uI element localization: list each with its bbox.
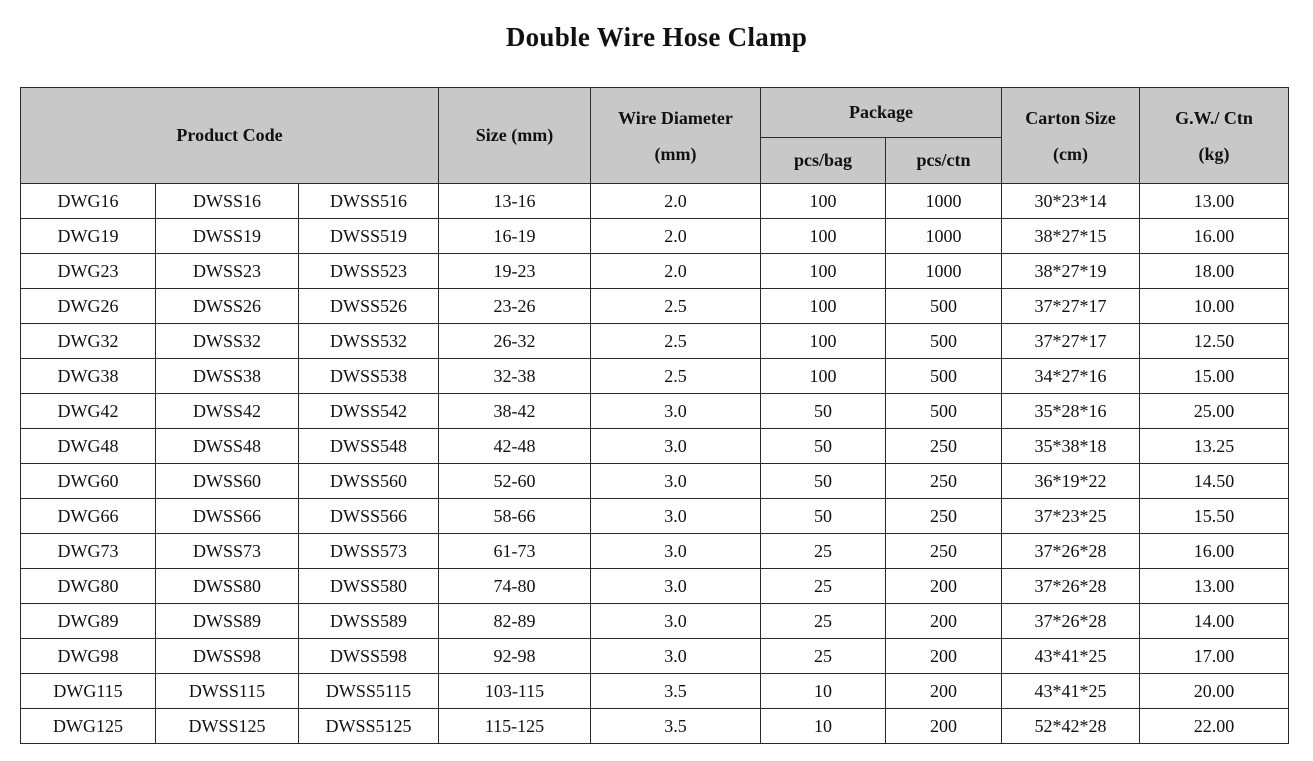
cell-wire-diameter: 2.0: [591, 219, 761, 254]
header-wire-diameter-line1: Wire Diameter: [618, 107, 733, 128]
cell-code-dwss5: DWSS542: [299, 394, 439, 429]
cell-carton-size: 43*41*25: [1002, 639, 1140, 674]
table-body: [21, 184, 1289, 744]
cell-gross-weight: 20.00: [1140, 674, 1289, 709]
cell-pcs-bag: 25: [761, 534, 886, 569]
cell-gross-weight: 18.00: [1140, 254, 1289, 289]
cell-size: 38-42: [439, 394, 591, 429]
cell-code-dwg: DWG42: [21, 394, 156, 429]
cell-gross-weight: 15.00: [1140, 359, 1289, 394]
cell-pcs-ctn: 250: [886, 429, 1002, 464]
cell-wire-diameter: 2.5: [591, 359, 761, 394]
cell-carton-size: 37*27*17: [1002, 289, 1140, 324]
cell-code-dwss: DWSS23: [156, 254, 299, 289]
cell-carton-size: 36*19*22: [1002, 464, 1140, 499]
cell-wire-diameter: 2.5: [591, 289, 761, 324]
cell-pcs-ctn: 500: [886, 324, 1002, 359]
cell-wire-diameter: 3.0: [591, 429, 761, 464]
cell-code-dwss5: DWSS566: [299, 499, 439, 534]
table-row: [21, 499, 1289, 534]
header-gross-weight: [1140, 88, 1289, 184]
cell-carton-size: 37*26*28: [1002, 604, 1140, 639]
cell-code-dwss5: DWSS538: [299, 359, 439, 394]
page-title: Double Wire Hose Clamp: [505, 22, 808, 52]
cell-pcs-ctn: 200: [886, 674, 1002, 709]
table-row: [21, 219, 1289, 254]
table-row: [21, 254, 1289, 289]
cell-wire-diameter: 3.0: [591, 499, 761, 534]
cell-wire-diameter: 3.0: [591, 394, 761, 429]
cell-carton-size: 37*26*28: [1002, 534, 1140, 569]
cell-carton-size: 37*26*28: [1002, 569, 1140, 604]
cell-size: 32-38: [439, 359, 591, 394]
cell-code-dwg: DWG38: [21, 359, 156, 394]
cell-wire-diameter: 3.0: [591, 569, 761, 604]
header-gross-weight-line1: G.W./ Ctn: [1175, 107, 1253, 128]
cell-code-dwss: DWSS66: [156, 499, 299, 534]
cell-pcs-bag: 100: [761, 219, 886, 254]
cell-code-dwg: DWG125: [21, 709, 156, 744]
cell-size: 26-32: [439, 324, 591, 359]
cell-code-dwss5: DWSS526: [299, 289, 439, 324]
cell-gross-weight: 14.50: [1140, 464, 1289, 499]
cell-size: 52-60: [439, 464, 591, 499]
cell-gross-weight: 13.25: [1140, 429, 1289, 464]
cell-code-dwss5: DWSS5125: [299, 709, 439, 744]
cell-size: 23-26: [439, 289, 591, 324]
cell-pcs-bag: 100: [761, 324, 886, 359]
table-row: [21, 324, 1289, 359]
cell-code-dwss5: DWSS523: [299, 254, 439, 289]
cell-code-dwg: DWG98: [21, 639, 156, 674]
cell-pcs-ctn: 1000: [886, 184, 1002, 219]
cell-code-dwss: DWSS60: [156, 464, 299, 499]
cell-gross-weight: 25.00: [1140, 394, 1289, 429]
cell-code-dwg: DWG73: [21, 534, 156, 569]
cell-size: 19-23: [439, 254, 591, 289]
cell-pcs-bag: 100: [761, 359, 886, 394]
header-pcs-ctn: pcs/ctn: [886, 138, 1002, 184]
cell-code-dwg: DWG89: [21, 604, 156, 639]
cell-code-dwss5: DWSS548: [299, 429, 439, 464]
cell-pcs-bag: 50: [761, 464, 886, 499]
cell-code-dwg: DWG80: [21, 569, 156, 604]
cell-pcs-ctn: 1000: [886, 219, 1002, 254]
cell-pcs-ctn: 200: [886, 639, 1002, 674]
header-carton-size-line1: Carton Size: [1025, 107, 1116, 128]
cell-size: 103-115: [439, 674, 591, 709]
cell-wire-diameter: 3.5: [591, 674, 761, 709]
header-carton-size: [1002, 88, 1140, 184]
cell-wire-diameter: 3.5: [591, 709, 761, 744]
cell-code-dwss5: DWSS580: [299, 569, 439, 604]
cell-pcs-bag: 100: [761, 289, 886, 324]
table-row: [21, 639, 1289, 674]
cell-wire-diameter: 3.0: [591, 464, 761, 499]
cell-code-dwss5: DWSS519: [299, 219, 439, 254]
cell-code-dwss: DWSS26: [156, 289, 299, 324]
cell-pcs-bag: 100: [761, 254, 886, 289]
cell-code-dwss: DWSS48: [156, 429, 299, 464]
cell-gross-weight: 14.00: [1140, 604, 1289, 639]
cell-gross-weight: 22.00: [1140, 709, 1289, 744]
table-row: [21, 359, 1289, 394]
cell-code-dwg: DWG16: [21, 184, 156, 219]
table-row: [21, 709, 1289, 744]
cell-carton-size: 34*27*16: [1002, 359, 1140, 394]
header-gross-weight-line2: (kg): [1198, 143, 1230, 164]
header-pcs-bag: pcs/bag: [761, 138, 886, 184]
cell-pcs-ctn: 1000: [886, 254, 1002, 289]
cell-size: 58-66: [439, 499, 591, 534]
cell-pcs-ctn: 250: [886, 464, 1002, 499]
cell-size: 115-125: [439, 709, 591, 744]
cell-code-dwss5: DWSS516: [299, 184, 439, 219]
cell-code-dwg: DWG23: [21, 254, 156, 289]
cell-carton-size: 52*42*28: [1002, 709, 1140, 744]
cell-code-dwss5: DWSS532: [299, 324, 439, 359]
cell-code-dwss5: DWSS589: [299, 604, 439, 639]
cell-pcs-ctn: 250: [886, 534, 1002, 569]
cell-pcs-ctn: 500: [886, 394, 1002, 429]
table-row: [21, 429, 1289, 464]
spec-table: [20, 87, 1289, 744]
cell-carton-size: 38*27*15: [1002, 219, 1140, 254]
cell-size: 82-89: [439, 604, 591, 639]
header-product-code: Product Code: [21, 88, 439, 184]
table-row: [21, 604, 1289, 639]
cell-code-dwg: DWG26: [21, 289, 156, 324]
cell-pcs-bag: 10: [761, 674, 886, 709]
header-package: Package: [761, 88, 1002, 138]
cell-code-dwss: DWSS80: [156, 569, 299, 604]
cell-pcs-ctn: 500: [886, 359, 1002, 394]
cell-wire-diameter: 3.0: [591, 604, 761, 639]
cell-code-dwss: DWSS19: [156, 219, 299, 254]
table-row: [21, 464, 1289, 499]
cell-code-dwss: DWSS115: [156, 674, 299, 709]
cell-size: 74-80: [439, 569, 591, 604]
cell-size: 92-98: [439, 639, 591, 674]
cell-code-dwss: DWSS42: [156, 394, 299, 429]
cell-carton-size: 37*27*17: [1002, 324, 1140, 359]
table-row: [21, 184, 1289, 219]
cell-gross-weight: 12.50: [1140, 324, 1289, 359]
table-row: [21, 289, 1289, 324]
cell-wire-diameter: 2.5: [591, 324, 761, 359]
cell-size: 61-73: [439, 534, 591, 569]
cell-code-dwg: DWG60: [21, 464, 156, 499]
cell-pcs-ctn: 500: [886, 289, 1002, 324]
cell-code-dwg: DWG32: [21, 324, 156, 359]
cell-code-dwss: DWSS89: [156, 604, 299, 639]
cell-pcs-ctn: 200: [886, 709, 1002, 744]
cell-wire-diameter: 2.0: [591, 254, 761, 289]
cell-carton-size: 35*28*16: [1002, 394, 1140, 429]
table-row: [21, 534, 1289, 569]
cell-code-dwss: DWSS16: [156, 184, 299, 219]
cell-gross-weight: 16.00: [1140, 219, 1289, 254]
cell-pcs-ctn: 200: [886, 604, 1002, 639]
cell-gross-weight: 13.00: [1140, 184, 1289, 219]
cell-code-dwss5: DWSS560: [299, 464, 439, 499]
cell-pcs-ctn: 250: [886, 499, 1002, 534]
cell-pcs-bag: 25: [761, 639, 886, 674]
cell-size: 13-16: [439, 184, 591, 219]
cell-code-dwss: DWSS73: [156, 534, 299, 569]
cell-code-dwg: DWG19: [21, 219, 156, 254]
cell-code-dwg: DWG66: [21, 499, 156, 534]
cell-gross-weight: 16.00: [1140, 534, 1289, 569]
header-carton-size-line2: (cm): [1053, 143, 1088, 164]
header-wire-diameter: [591, 88, 761, 184]
cell-code-dwss: DWSS32: [156, 324, 299, 359]
cell-gross-weight: 13.00: [1140, 569, 1289, 604]
cell-pcs-bag: 10: [761, 709, 886, 744]
header-size: Size (mm): [439, 88, 591, 184]
cell-gross-weight: 17.00: [1140, 639, 1289, 674]
cell-code-dwss5: DWSS598: [299, 639, 439, 674]
cell-code-dwss: DWSS38: [156, 359, 299, 394]
cell-wire-diameter: 3.0: [591, 639, 761, 674]
cell-gross-weight: 10.00: [1140, 289, 1289, 324]
cell-code-dwg: DWG115: [21, 674, 156, 709]
cell-size: 42-48: [439, 429, 591, 464]
cell-carton-size: 43*41*25: [1002, 674, 1140, 709]
cell-carton-size: 37*23*25: [1002, 499, 1140, 534]
cell-size: 16-19: [439, 219, 591, 254]
cell-carton-size: 30*23*14: [1002, 184, 1140, 219]
cell-code-dwg: DWG48: [21, 429, 156, 464]
table-row: [21, 674, 1289, 709]
cell-pcs-bag: 100: [761, 184, 886, 219]
cell-code-dwss: DWSS125: [156, 709, 299, 744]
cell-gross-weight: 15.50: [1140, 499, 1289, 534]
cell-code-dwss5: DWSS5115: [299, 674, 439, 709]
cell-code-dwss5: DWSS573: [299, 534, 439, 569]
table-row: [21, 569, 1289, 604]
cell-pcs-bag: 25: [761, 569, 886, 604]
cell-pcs-bag: 50: [761, 394, 886, 429]
cell-carton-size: 35*38*18: [1002, 429, 1140, 464]
cell-pcs-bag: 50: [761, 429, 886, 464]
cell-wire-diameter: 2.0: [591, 184, 761, 219]
cell-pcs-ctn: 200: [886, 569, 1002, 604]
header-wire-diameter-line2: (mm): [654, 143, 697, 164]
cell-wire-diameter: 3.0: [591, 534, 761, 569]
cell-pcs-bag: 50: [761, 499, 886, 534]
cell-code-dwss: DWSS98: [156, 639, 299, 674]
cell-pcs-bag: 25: [761, 604, 886, 639]
table-row: [21, 394, 1289, 429]
cell-carton-size: 38*27*19: [1002, 254, 1140, 289]
